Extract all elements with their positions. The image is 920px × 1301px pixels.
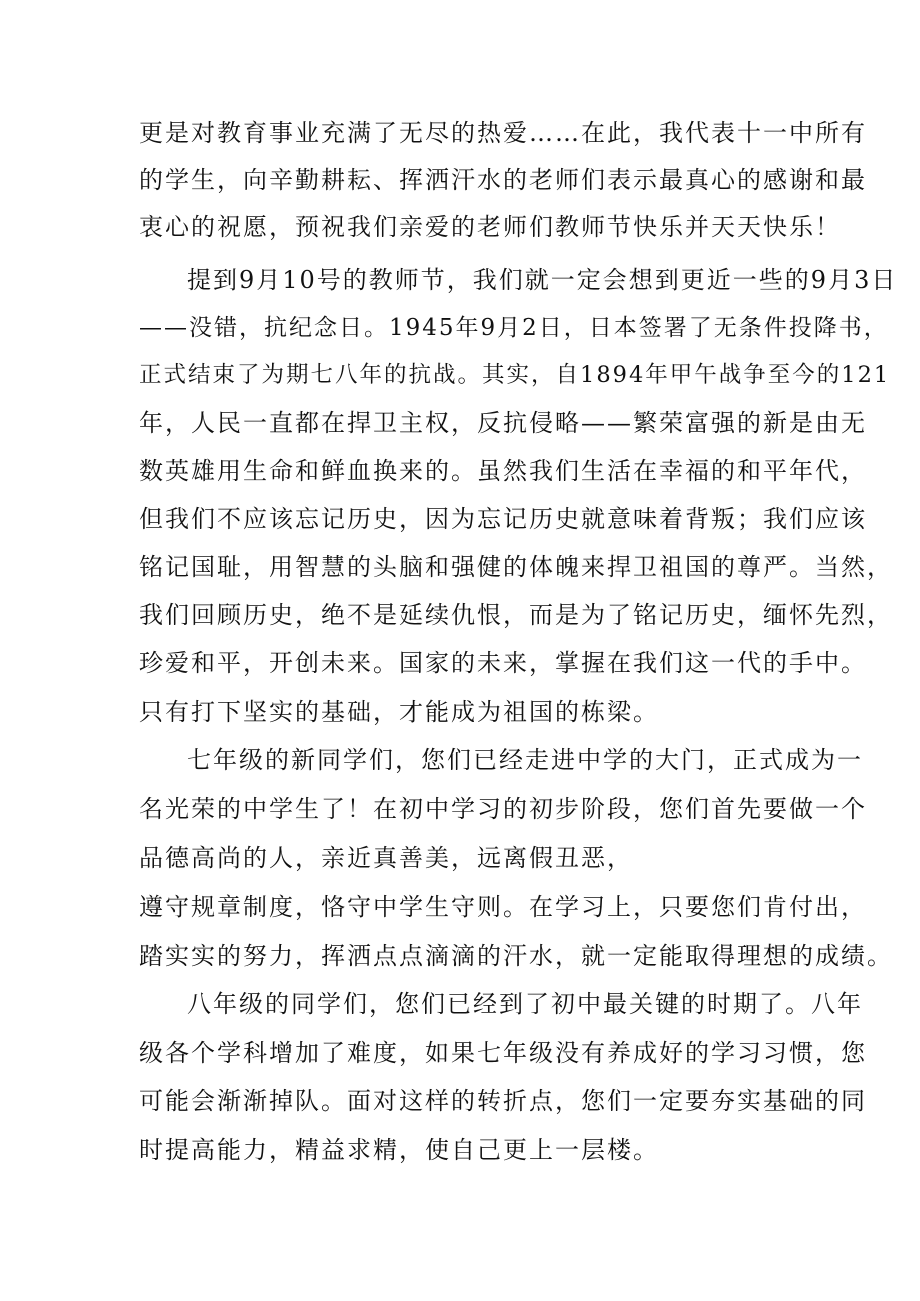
paragraph-4-line-2: 级各个学科增加了难度，如果七年级没有养成好的学习习惯，您 [139, 1039, 867, 1067]
paragraph-3-line-5: 踏实实的努力，挥洒点点滴滴的汗水，就一定能取得理想的成绩。 [139, 942, 893, 970]
paragraph-2-line-10: 只有打下坚实的基础，才能成为祖国的栋梁。 [139, 698, 659, 726]
paragraph-1-line-3: 衷心的祝愿，预祝我们亲爱的老师们教师节快乐并天天快乐！ [139, 213, 841, 241]
paragraph-4-line-4: 时提高能力，精益求精，使自己更上一层楼。 [139, 1136, 659, 1164]
paragraph-3-line-2: 名光荣的中学生了！在初中学习的初步阶段，您们首先要做一个 [139, 795, 867, 823]
paragraph-2-line-6: 但我们不应该忘记历史，因为忘记历史就意味着背叛；我们应该 [139, 505, 867, 533]
paragraph-4-line-3: 可能会渐渐掉队。面对这样的转折点，您们一定要夯实基础的同 [139, 1087, 867, 1115]
paragraph-3-line-4: 遵守规章制度，恪守中学生守则。在学习上，只要您们肯付出， [139, 893, 867, 921]
paragraph-1-line-1: 更是对教育事业充满了无尽的热爱……在此，我代表十一中所有 [139, 119, 867, 147]
paragraph-2-line-9: 珍爱和平，开创未来。国家的未来，掌握在我们这一代的手中。 [139, 649, 867, 677]
paragraph-2-line-1: 提到9月10号的教师节，我们就一定会想到更近一些的9月3日 [187, 266, 898, 294]
paragraph-2-line-4: 年，人民一直都在捍卫主权，反抗侵略——繁荣富强的新是由无 [139, 409, 867, 437]
paragraph-1-line-2: 的学生，向辛勤耕耘、挥洒汗水的老师们表示最真心的感谢和最 [139, 166, 867, 194]
paragraph-2-line-7: 铭记国耻，用智慧的头脑和强健的体魄来捍卫祖国的尊严。当然， [139, 553, 893, 581]
paragraph-4-line-1: 八年级的同学们，您们已经到了初中最关键的时期了。八年 [187, 990, 863, 1018]
paragraph-2-line-8: 我们回顾历史，绝不是延续仇恨，而是为了铭记历史，缅怀先烈， [139, 601, 893, 629]
paragraph-3-line-1: 七年级的新同学们，您们已经走进中学的大门，正式成为一 [187, 746, 863, 774]
paragraph-2-line-5: 数英雄用生命和鲜血换来的。虽然我们生活在幸福的和平年代， [139, 457, 867, 485]
paragraph-2-line-2: ——没错，抗纪念日。1945年9月2日，日本签署了无条件投降书， [139, 315, 889, 341]
paragraph-2-line-3: 正式结束了为期七八年的抗战。其实，自1894年甲午战争至今的121 [139, 362, 891, 388]
paragraph-3-line-3: 品德高尚的人，亲近真善美，远离假丑恶， [139, 844, 633, 872]
